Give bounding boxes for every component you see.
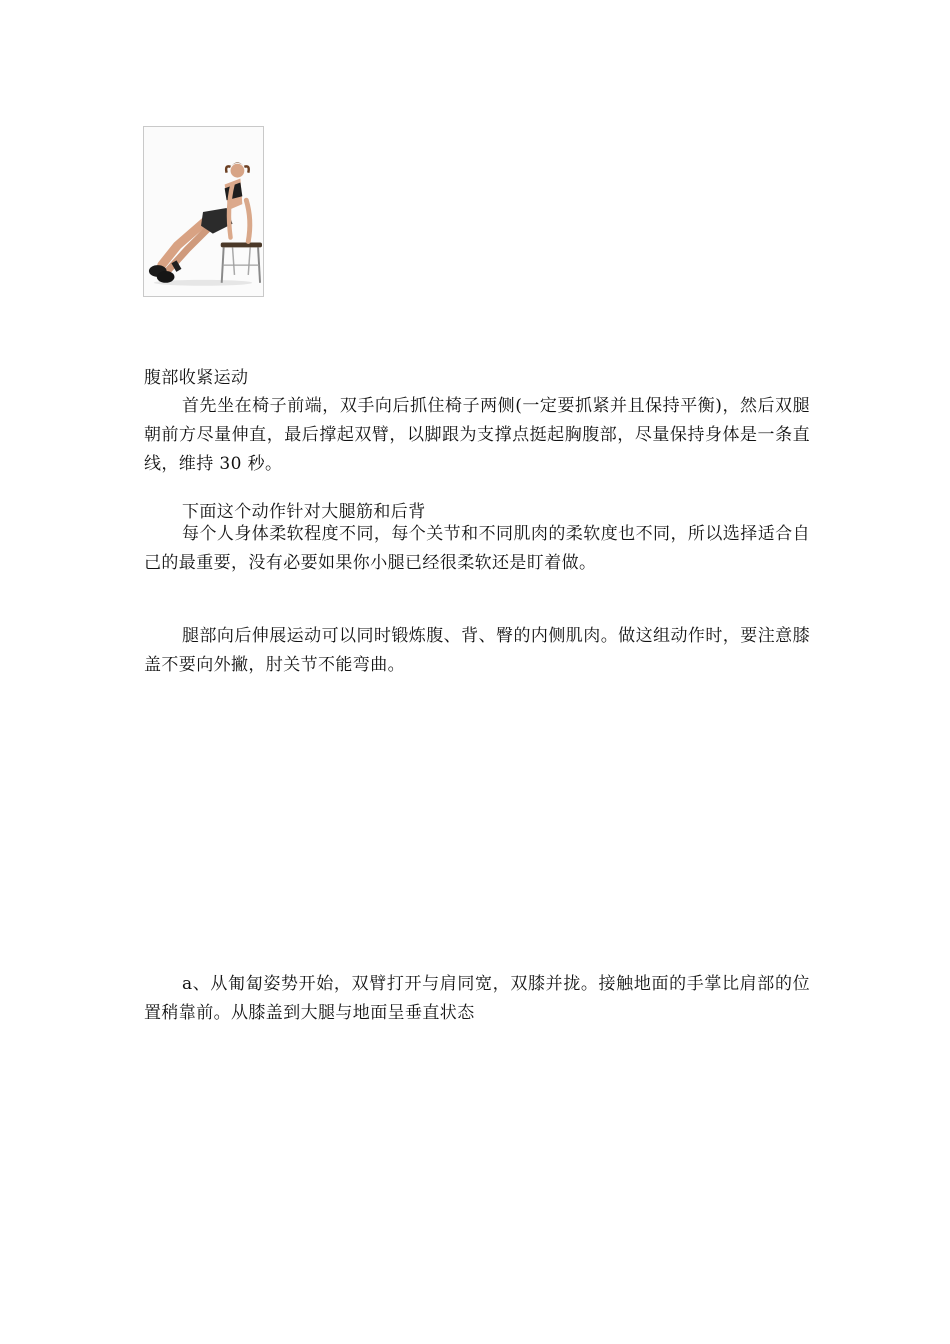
paragraph-abdominal-instructions: 首先坐在椅子前端，双手向后抓住椅子两侧(一定要抓紧并且保持平衡)，然后双腿朝前方尽量伸直，最后撑起双臂，以脚跟为支撑点挺起胸腹部，尽量保持身体是一条直线，维持 30 秒。 (144, 396, 810, 474)
paragraph-step-a: a、从匍匐姿势开始，双臂打开与肩同宽，双膝并拢。接触地面的手掌比肩部的位置稍靠前。从膝盖到大腿与地面呈垂直状态 (144, 974, 810, 1023)
section-heading-hamstring-back: 下面这个动作针对大腿筋和后背 (182, 502, 426, 522)
paragraph-flexibility-note: 每个人身体柔软程度不同，每个关节和不同肌肉的柔软度也不同，所以选择适合自己的最重要，没有必要如果你小腿已经很柔软还是盯着做。 (144, 524, 810, 573)
paragraph-leg-extension: 腿部向后伸展运动可以同时锻炼腹、背、臀的内侧肌肉。做这组动作时，要注意膝盖不要向外撇，肘关节不能弯曲。 (144, 626, 810, 675)
woman-chair-exercise-illustration (144, 127, 263, 296)
section-heading-abdominal: 腹部收紧运动 (144, 368, 249, 388)
exercise-photo (143, 126, 264, 297)
